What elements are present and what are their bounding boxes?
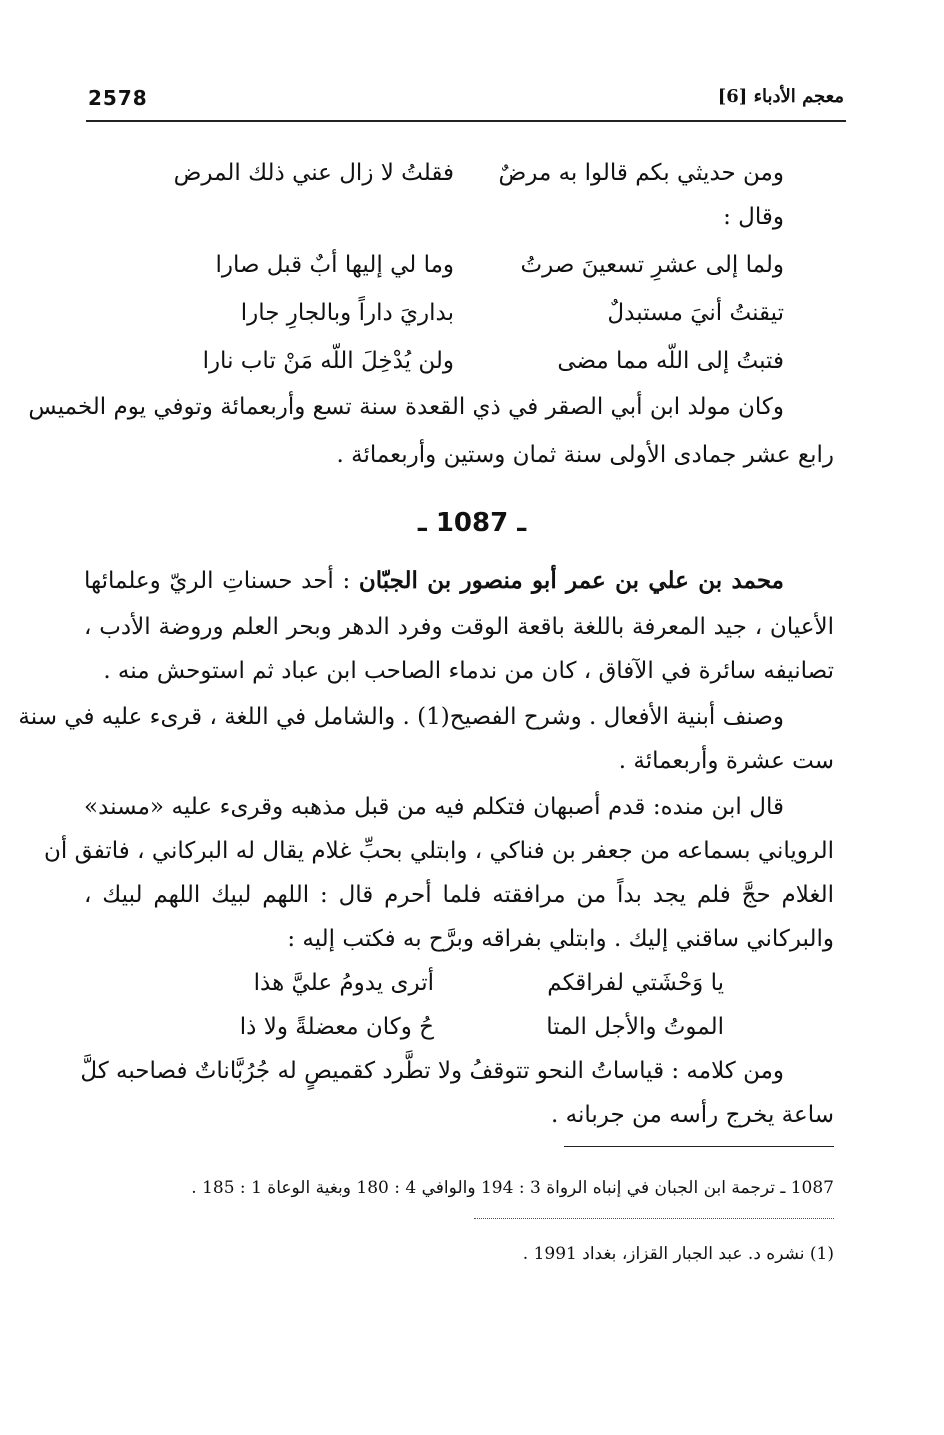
- footnote-dotted-separator: [474, 1218, 834, 1219]
- verse-second-hemistich: بداريَ داراً وبالجارِ جارا: [240, 300, 454, 326]
- paragraph-line: الروياني بسماعه من جعفر بن فناكي ، وابتلي بحبِّ غلام يقال له البركاني ، فاتفق أن: [43, 838, 834, 864]
- qala-line: وقال :: [723, 204, 784, 230]
- book-title: معجم الأدباء [6]: [717, 86, 844, 107]
- verse-first-hemistich: ولما إلى عشرِ تسعينَ صرتُ: [520, 252, 784, 278]
- verse-first-hemistich: تيقنتُ أنيَ مستبدلٌ: [607, 300, 784, 326]
- verse-second-hemistich: أترى يدومُ عليَّ هذا: [253, 970, 434, 996]
- paragraph-line: ساعة يخرج رأسه من جربانه .: [551, 1102, 834, 1128]
- paragraph-line: قال ابن منده: قدم أصبهان فتكلم فيه من قبل مذهبه وقرىء عليه «مسند»: [84, 794, 784, 820]
- verse-first-hemistich: ومن حديثي بكم قالوا به مرضٌ: [498, 160, 784, 186]
- verse-second-hemistich: فقلتُ لا زال عني ذلك المرض: [173, 160, 454, 186]
- paragraph-line: ست عشرة وأربعمائة .: [618, 748, 834, 774]
- paragraph-line: الأعيان ، جيد المعرفة باللغة باقعة الوقت وفرد الدهر وبحر العلم وروضة الأدب ،: [84, 614, 834, 640]
- entry-intro-text: : أحد حسناتِ الريّ وعلمائها: [84, 568, 359, 594]
- paragraph-line: ومن كلامه : قياساتُ النحو تتوقفُ ولا تطَّرد كقميصٍ له جُرُبَّاناتٌ فصاحبه كلَّ: [80, 1058, 784, 1084]
- verse-second-hemistich: ولن يُدْخِلَ اللّه مَنْ تاب نارا: [202, 348, 454, 374]
- footnote-entry-sources: 1087 ـ ترجمة ابن الجبان في إنباه الرواة 3 : 194 والوافي 4 : 180 وبغية الوعاة 1 : 185 .: [191, 1178, 834, 1198]
- entry-subject-name: محمد بن علي بن عمر أبو منصور بن الجبّان: [358, 567, 784, 594]
- verse-first-hemistich: يا وَحْشَتي لفراقكم: [547, 970, 724, 996]
- verse-second-hemistich: وما لي إليها أبٌ قبل صارا: [215, 252, 454, 278]
- entry-number: ـ 1087 ـ: [417, 508, 527, 538]
- running-head: [86, 82, 846, 122]
- footnote-separator: [564, 1146, 834, 1147]
- verse-second-hemistich: حُ وكان معضلةً ولا ذا: [239, 1014, 434, 1040]
- paragraph-line: الغلام حجَّ فلم يجد بداً من مرافقته فلما أحرم قال : اللهم لبيك اللهم لبيك ،: [84, 882, 834, 908]
- paragraph-line: وكان مولد ابن أبي الصقر في ذي القعدة سنة تسع وأربعمائة وتوفي يوم الخميس: [28, 394, 784, 420]
- verse-first-hemistich: فتبتُ إلى اللّه مما مضى: [557, 348, 784, 374]
- paragraph-line: وصنف أبنية الأفعال . وشرح الفصيح(1) . والشامل في اللغة ، قرىء عليه في سنة: [18, 704, 784, 730]
- footnote-1: (1) نشره د. عبد الجبار القزاز، بغداد 1991 .: [522, 1244, 834, 1264]
- page-number: 2578: [88, 86, 148, 110]
- paragraph-line: والبركاني ساقني إليك . وابتلي بفراقه وبرَّح به فكتب إليه :: [287, 926, 834, 952]
- entry-intro-line: [84, 562, 784, 600]
- paragraph-line: رابع عشر جمادى الأولى سنة ثمان وستين وأربعمائة .: [336, 442, 834, 468]
- verse-first-hemistich: الموتُ والأجل المتا: [546, 1014, 724, 1040]
- paragraph-line: تصانيفه سائرة في الآفاق ، كان من ندماء الصاحب ابن عباد ثم استوحش منه .: [103, 658, 834, 684]
